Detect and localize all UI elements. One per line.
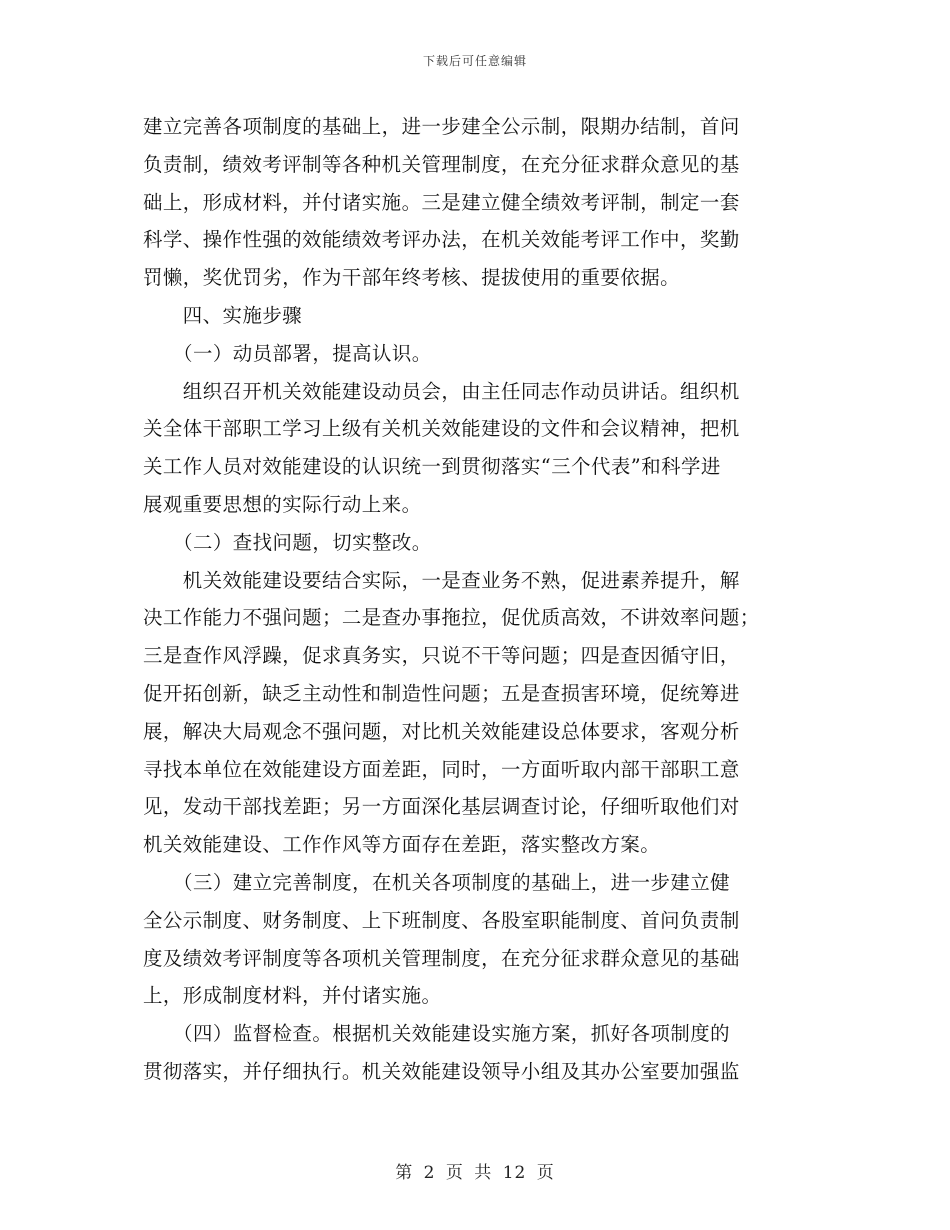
text-line: 展，解决大局观念不强问题，对比机关效能建设总体要求，客观分析 — [143, 719, 740, 743]
subsection-heading: （二）查找问题，切实整改。 — [143, 530, 432, 554]
text-line: 见，发动干部找差距；另一方面深化基层调查讨论，仔细听取他们对 — [143, 795, 740, 819]
section-heading: 四、实施步骤 — [143, 303, 303, 327]
text-line: 科学、操作性强的效能绩效考评办法，在机关效能考评工作中，奖勤 — [143, 228, 740, 252]
text-line: 组织召开机关效能建设动员会，由主任同志作动员讲话。组织机 — [143, 379, 740, 403]
text-line: 促开拓创新，缺乏主动性和制造性问题；五是查损害环境，促统筹进 — [143, 681, 740, 705]
text-line: 寻找本单位在效能建设方面差距，同时，一方面听取内部干部职工意 — [143, 757, 740, 781]
subsection-heading: （一）动员部署，提高认识。 — [143, 341, 432, 365]
page-number-footer: 第 2 页 共 12 页 — [395, 1163, 555, 1183]
text-line: 负责制，绩效考评制等各种机关管理制度，在充分征求群众意见的基 — [143, 152, 740, 176]
text-line: 上，形成制度材料，并付诸实施。 — [143, 984, 442, 1008]
text-line: 度及绩效考评制度等各项机关管理制度，在充分征求群众意见的基础 — [143, 946, 740, 970]
text-line: 罚懒，奖优罚劣，作为干部年终考核、提拔使用的重要依据。 — [143, 266, 681, 290]
text-line: 关工作人员对效能建设的认识统一到贯彻落实“三个代表”和科学进 — [143, 455, 721, 479]
text-line: 建立完善各项制度的基础上，进一步建全公示制，限期办结制，首问 — [143, 115, 740, 138]
text-line: 贯彻落实，并仔细执行。机关效能建设领导小组及其办公室要加强监 — [143, 1059, 740, 1083]
text-line: 三是查作风浮躁，促求真务实，只说不干等问题；四是查因循守旧， — [143, 644, 740, 668]
text-line: 全公示制度、财务制度、上下班制度、各股室职能制度、首问负责制 — [143, 908, 740, 932]
text-line: （三）建立完善制度，在机关各项制度的基础上，进一步建立健 — [143, 870, 731, 894]
text-line: 关全体干部职工学习上级有关机关效能建设的文件和会议精神，把机 — [143, 417, 740, 441]
text-line: 决工作能力不强问题；二是查办事拖拉，促优质高效，不讲效率问题； — [143, 606, 760, 630]
page-header: 下载后可任意编辑 — [422, 54, 527, 68]
text-line: 机关效能建设要结合实际，一是查业务不熟，促进素养提升，解 — [143, 568, 740, 592]
text-line: （四）监督检查。根据机关效能建设实施方案，抓好各项制度的 — [143, 1022, 731, 1046]
text-line: 展观重要思想的实际行动上来。 — [143, 492, 422, 516]
document-body — [143, 108, 808, 1091]
text-line: 础上，形成材料，并付诸实施。三是建立健全绩效考评制，制定一套 — [143, 190, 740, 214]
text-line: 机关效能建设、工作作风等方面存在差距，落实整改方案。 — [143, 833, 661, 857]
